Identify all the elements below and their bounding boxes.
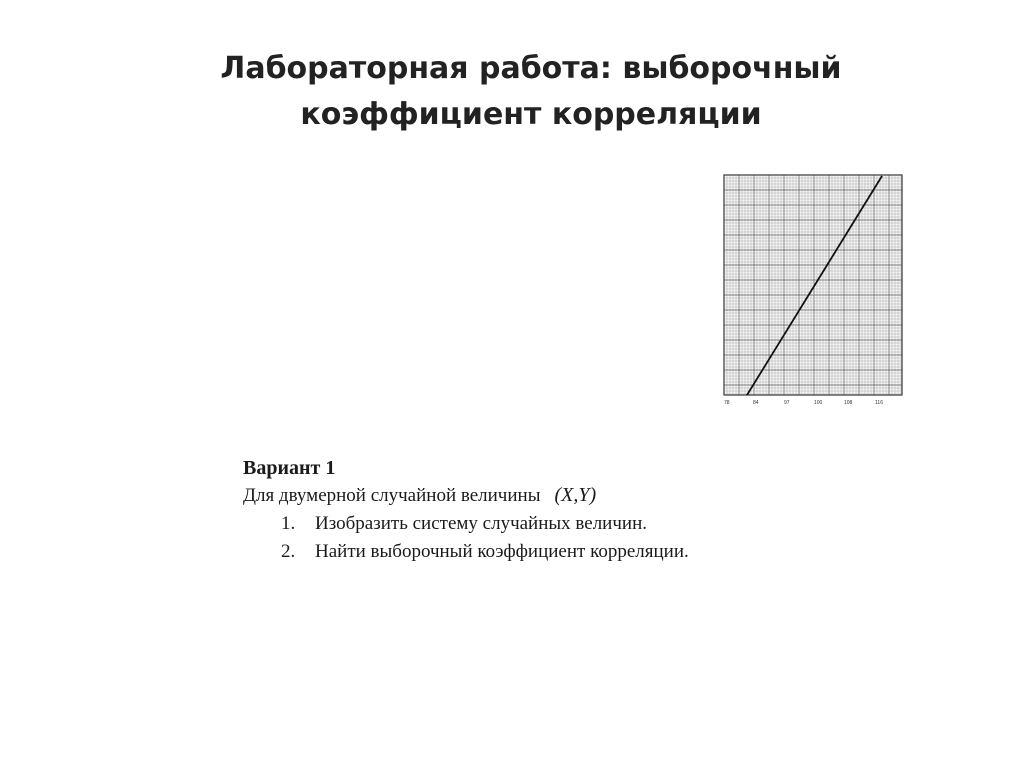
step-text: Найти выборочный коэффициент корреляции.: [315, 541, 689, 562]
title-line-2: коэффициент корреляции: [300, 97, 762, 132]
x-tick-label: 84: [753, 400, 759, 406]
task-steps: [243, 510, 843, 566]
variant-heading: Вариант 1: [243, 457, 336, 479]
task-block: [243, 455, 843, 566]
step-number: 1.: [281, 513, 296, 534]
x-tick-label: 116: [875, 400, 883, 406]
step-number: 2.: [281, 541, 296, 562]
x-tick-labels: [724, 400, 883, 406]
slide-title: [0, 46, 1024, 138]
title-line-1: Лабораторная работа: выборочный: [220, 51, 842, 86]
intro-text: Для двумерной случайной величины: [243, 485, 541, 506]
x-tick-label: 97: [784, 400, 790, 406]
x-tick-label: 78: [724, 400, 730, 406]
step-text: Изобразить систему случайных величин.: [315, 513, 647, 534]
x-tick-label: 108: [844, 400, 853, 406]
x-tick-label: 100: [814, 400, 823, 406]
variable-xy: (X,Y): [554, 484, 597, 506]
graph-paper-plot: [720, 170, 906, 410]
task-intro: [243, 481, 843, 510]
step-item: [243, 510, 843, 538]
step-item: [243, 538, 843, 566]
